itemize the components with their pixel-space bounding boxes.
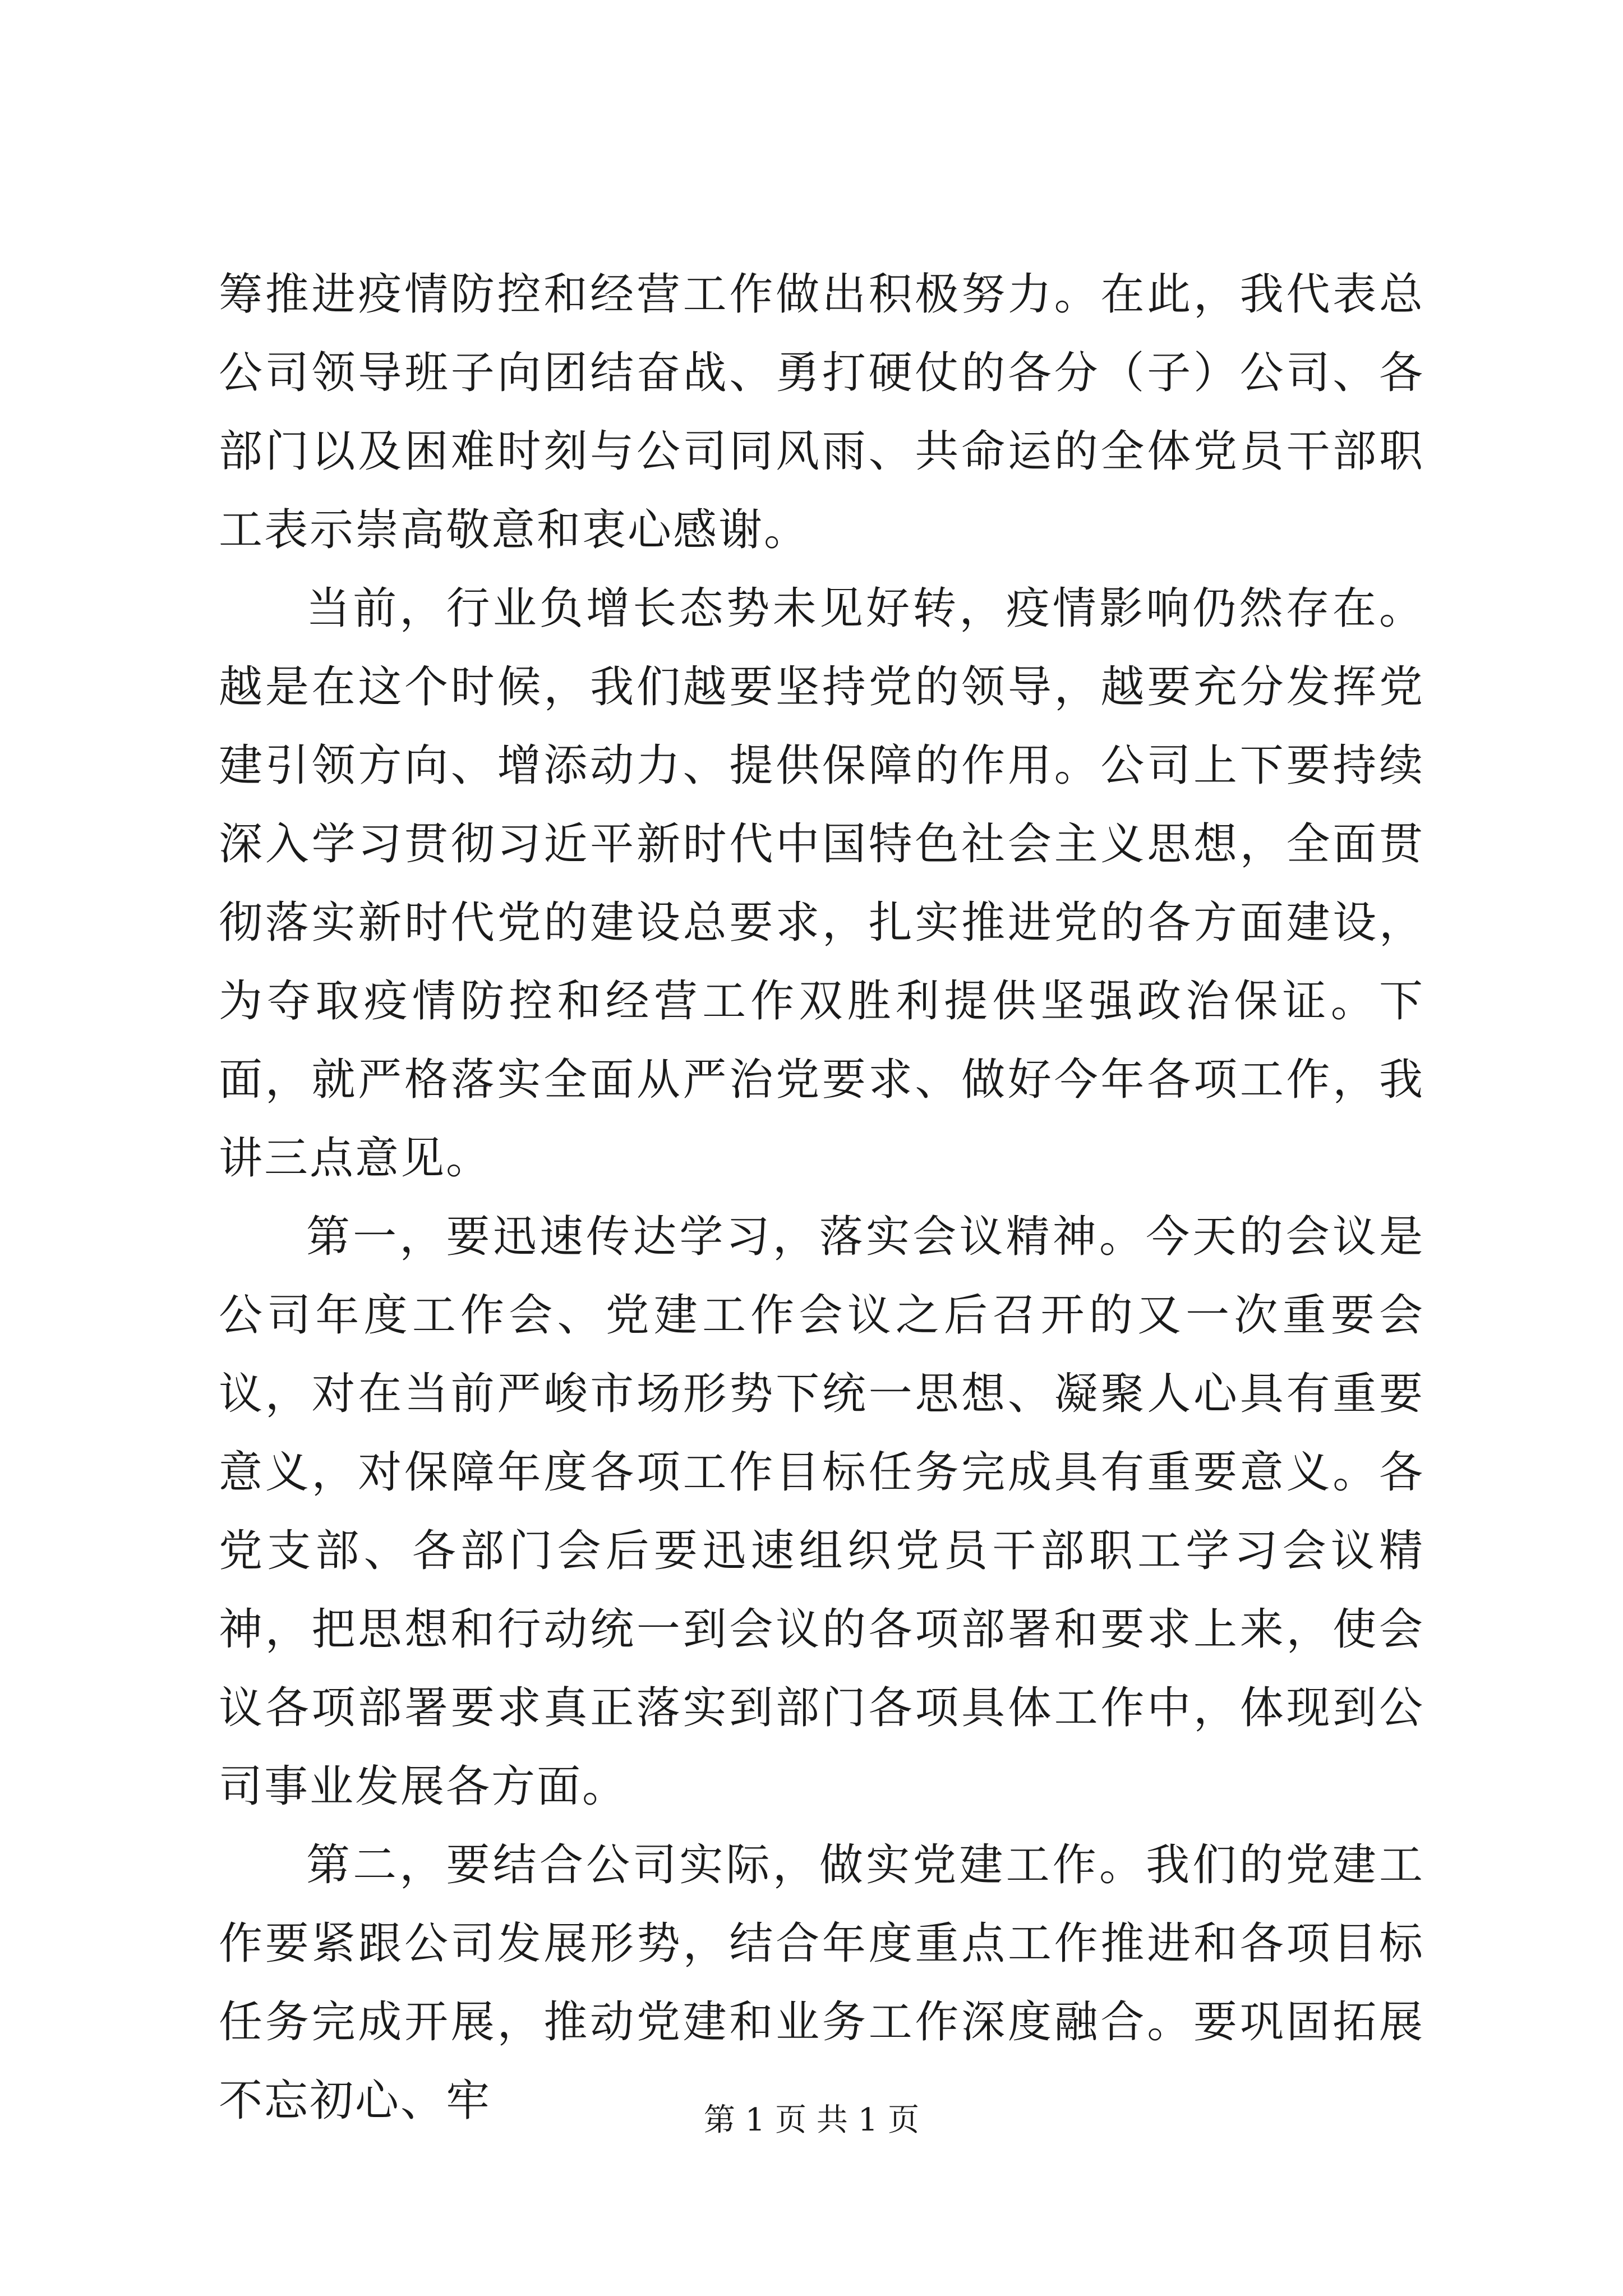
paragraph: 当前，行业负增长态势未见好转，疫情影响仍然存在。越是在这个时候，我们越要坚持党的领导，越要充分发挥党建引领方向、增添动力、提供保障的作用。公司上下要持续深入学习贯彻习近平新时代中国特色社会主义思想，全面贯彻落实新时代党的建设总要求，扎实推进党的各方面建设，为夺取疫情防控和经营工作双胜利提供坚强政治保证。下面，就严格落实全面从严治党要求、做好今年各项工作，我讲三点意见。: [219, 583, 1424, 1184]
paragraph: 第二，要结合公司实际，做实党建工作。我们的党建工作要紧跟公司发展形势，结合年度重点工作推进和各项目标任务完成开展，推动党建和业务工作深度融合。要巩固拓展不忘初心、牢: [219, 1840, 1424, 2126]
page-number-footer: 第 1 页 共 1 页: [703, 2102, 920, 2138]
paragraph-continued: 筹推进疫情防控和经营工作做出积极努力。在此，我代表总公司领导班子向团结奋战、勇打硬仗的各分（子）公司、各部门以及困难时刻与公司同风雨、共命运的全体党员干部职工表示崇高敬意和衷心感谢。: [219, 269, 1424, 555]
paragraph: 第一，要迅速传达学习，落实会议精神。今天的会议是公司年度工作会、党建工作会议之后召开的又一次重要会议，对在当前严峻市场形势下统一思想、凝聚人心具有重要意义，对保障年度各项工作目标任务完成具有重要意义。各党支部、各部门会后要迅速组织党员干部职工学习会议精神，把思想和行动统一到会议的各项部署和要求上来，使会议各项部署要求真正落实到部门各项具体工作中，体现到公司事业发展各方面。: [219, 1212, 1424, 1812]
document-body: [219, 255, 1424, 2140]
